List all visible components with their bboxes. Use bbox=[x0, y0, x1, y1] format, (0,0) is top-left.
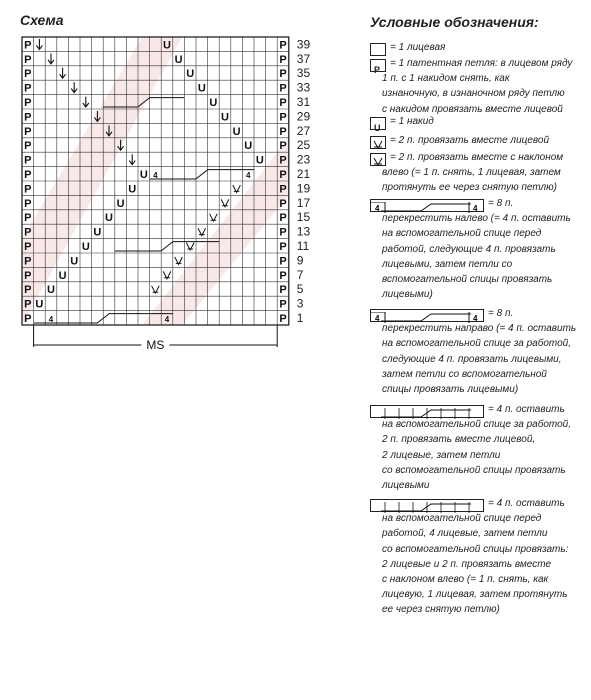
chart-symbol-P: P bbox=[24, 82, 32, 95]
row-number: 37 bbox=[296, 51, 311, 66]
arrow-icon bbox=[48, 53, 54, 63]
legend-symbol bbox=[370, 153, 386, 166]
chart-symbol-U: U bbox=[58, 269, 67, 282]
chart-symbol-P: P bbox=[279, 241, 287, 253]
chart-symbol-U: U bbox=[93, 226, 102, 239]
chart-symbol-4: 4 bbox=[245, 171, 251, 180]
legend-symbol bbox=[370, 405, 484, 418]
legend-text: следующие 4 п. провязать лицевыми, bbox=[382, 353, 562, 365]
row-number: 35 bbox=[296, 66, 311, 81]
decrease-icon bbox=[221, 199, 229, 206]
legend-text: спицы провязать лицевыми) bbox=[382, 384, 519, 395]
arrow-icon bbox=[60, 68, 66, 78]
decrease-icon bbox=[233, 185, 241, 192]
chart-symbol-U: U bbox=[244, 140, 253, 153]
legend-text: на вспомогательной спице перед bbox=[382, 513, 542, 525]
chart-symbol-P: P bbox=[279, 82, 287, 95]
chart-symbol-U: U bbox=[221, 111, 229, 124]
chart-symbol-U: U bbox=[163, 39, 171, 52]
chart-symbol-U: U bbox=[128, 183, 137, 196]
chart-symbol-P: P bbox=[24, 197, 32, 210]
chart-symbol-P: P bbox=[279, 197, 287, 210]
row-number: 29 bbox=[296, 109, 311, 124]
row-number: 1 bbox=[296, 311, 304, 325]
legend-symbol bbox=[370, 136, 386, 149]
chart-symbol-P: P bbox=[24, 255, 32, 268]
legend-text: = 1 патентная петля: в лицевом ряду bbox=[390, 58, 573, 69]
legend-text: лицевыми bbox=[382, 480, 430, 491]
chart-symbol-P: P bbox=[279, 255, 287, 268]
svg-text:4: 4 bbox=[473, 314, 478, 323]
chart-symbol-P: P bbox=[279, 183, 287, 196]
legend-text: вспомогательной спицы провязать bbox=[382, 274, 553, 285]
chart-symbol-P: P bbox=[279, 39, 287, 52]
chart-symbol-U: U bbox=[255, 154, 264, 167]
row-number: 19 bbox=[296, 181, 311, 196]
chart-symbol-P: P bbox=[279, 284, 287, 297]
legend-text: протянуть ее через снятую петлю) bbox=[382, 182, 557, 194]
row-number: 13 bbox=[296, 224, 311, 239]
chart-symbol-P: P bbox=[24, 313, 32, 325]
decrease-icon bbox=[198, 228, 206, 235]
svg-text:4: 4 bbox=[473, 204, 478, 213]
legend-text: лицевыми, затем петли со bbox=[382, 258, 513, 270]
chart-symbol-P: P bbox=[24, 298, 32, 311]
legend-text: ее через снятую петлю) bbox=[382, 604, 500, 616]
legend-text: = 2 п. провязать вместе лицевой bbox=[390, 135, 550, 146]
legend-text: изнаночную, в изнаночном ряду петлю bbox=[382, 88, 565, 100]
chart-symbol-U: U bbox=[139, 169, 148, 181]
arrow-icon bbox=[83, 97, 89, 107]
legend-text: влево (= 1 п. снять, 1 лицевая, затем bbox=[382, 167, 561, 179]
chart-shading bbox=[139, 138, 289, 325]
chart-symbol-P: P bbox=[279, 53, 287, 66]
legend-symbol bbox=[370, 59, 386, 75]
legend-text: = 1 лицевая bbox=[390, 42, 446, 53]
chart-symbol-P: P bbox=[24, 97, 32, 109]
chart-symbol-P: P bbox=[24, 140, 32, 153]
row-number: 17 bbox=[296, 195, 311, 210]
chart-symbol-U: U bbox=[232, 125, 241, 138]
chart-symbol-4: 4 bbox=[153, 171, 158, 180]
legend-text: = 4 п. оставить bbox=[488, 498, 565, 509]
chart-symbol-U: U bbox=[70, 255, 79, 268]
decrease-icon bbox=[175, 257, 183, 264]
row-number: 5 bbox=[296, 282, 304, 297]
row-number: 9 bbox=[296, 253, 304, 268]
legend-text: = 8 п. bbox=[488, 198, 514, 209]
legend-text: со вспомогательной спицы провязать bbox=[382, 464, 566, 476]
chart-symbol-P: P bbox=[24, 284, 32, 297]
chart-symbol-U: U bbox=[174, 53, 183, 66]
decrease-icon bbox=[186, 243, 194, 250]
decrease-icon bbox=[152, 286, 160, 293]
chart-symbol-U: U bbox=[47, 284, 55, 297]
legend-symbol bbox=[370, 43, 386, 56]
chart-symbol-P: P bbox=[279, 140, 287, 153]
legend-text: лицевую, 1 лицевая, затем протянуть bbox=[382, 589, 568, 601]
legend-text: = 1 накид bbox=[390, 116, 434, 127]
chart-symbol-P: P bbox=[279, 313, 287, 325]
chart-symbol-U: U bbox=[209, 97, 218, 109]
repeat-label: MS bbox=[146, 338, 165, 352]
svg-text:4: 4 bbox=[375, 314, 380, 323]
chart-title: Схема bbox=[20, 12, 64, 28]
chart-symbol-P: P bbox=[279, 154, 287, 167]
arrow-icon bbox=[129, 154, 135, 164]
row-number: 11 bbox=[296, 239, 310, 253]
legend-text: со вспомогательной спицы провязать: bbox=[382, 543, 569, 555]
chart-symbol-4: 4 bbox=[164, 315, 170, 324]
chart-symbol-P: P bbox=[279, 212, 287, 225]
chart-symbol-U: U bbox=[197, 82, 206, 95]
legend-text: 2 п. провязать вместе лицевой, bbox=[382, 434, 536, 446]
legend-symbol bbox=[370, 199, 484, 212]
legend-text: 1 п. с 1 накидом снять, как bbox=[382, 73, 510, 85]
chart-symbol-P: P bbox=[24, 226, 32, 239]
row-number: 7 bbox=[296, 267, 304, 282]
chart-symbol-U: U bbox=[35, 298, 44, 311]
row-number: 21 bbox=[296, 167, 311, 181]
legend-symbol bbox=[370, 499, 484, 512]
cable-line bbox=[150, 170, 254, 179]
row-number: 31 bbox=[296, 95, 311, 109]
legend-text: перекрестить налево (= 4 п. оставить bbox=[382, 213, 571, 225]
chart-symbol-P: P bbox=[24, 183, 32, 196]
chart-symbol-P: P bbox=[24, 53, 32, 66]
chart-symbol-P: P bbox=[24, 169, 32, 181]
row-number: 23 bbox=[296, 152, 311, 167]
legend-text: 2 лицевые, затем петли bbox=[382, 449, 501, 461]
chart-symbol-P: P bbox=[24, 68, 32, 81]
chart-symbol-U: U bbox=[105, 212, 113, 225]
legend-text: перекрестить направо (= 4 п. оставить bbox=[382, 323, 577, 335]
chart-symbol-U: U bbox=[116, 197, 125, 210]
legend-text: 2 лицевые и 2 п. провязать вместе bbox=[382, 558, 552, 570]
row-number: 27 bbox=[296, 123, 311, 138]
svg-text:4: 4 bbox=[375, 204, 380, 213]
legend-text: с накидом провязать вместе лицевой bbox=[382, 103, 563, 115]
chart-symbol-U: U bbox=[186, 68, 195, 81]
chart-symbol-P: P bbox=[279, 169, 287, 181]
legend-text: работой, следующие 4 п. провязать bbox=[382, 243, 556, 255]
legend-title: Условные обозначения: bbox=[370, 14, 539, 30]
symbol-u: U bbox=[374, 123, 381, 133]
legend-symbol bbox=[370, 309, 484, 322]
row-number: 33 bbox=[296, 80, 311, 95]
chart-symbol-P: P bbox=[279, 269, 287, 282]
chart-symbol-P: P bbox=[279, 111, 287, 124]
legend-text: лицевыми) bbox=[382, 289, 433, 301]
legend-text: = 8 п. bbox=[488, 308, 514, 319]
chart-symbol-P: P bbox=[24, 241, 32, 253]
row-number: 39 bbox=[296, 37, 311, 52]
arrow-icon bbox=[71, 82, 77, 92]
arrow-icon bbox=[36, 39, 42, 49]
row-number: 15 bbox=[296, 210, 311, 225]
chart-symbol-P: P bbox=[24, 111, 32, 124]
legend-text: = 2 п. провязать вместе с наклоном bbox=[390, 152, 564, 163]
row-number: 25 bbox=[296, 138, 311, 153]
legend-text: на вспомогательной спице за работой, bbox=[382, 419, 571, 431]
decrease-icon bbox=[163, 271, 171, 278]
chart-symbol-P: P bbox=[24, 154, 32, 167]
chart-symbol-P: P bbox=[24, 269, 32, 282]
chart-symbol-P: P bbox=[24, 212, 32, 225]
legend-symbol bbox=[370, 117, 386, 133]
chart-symbol-P: P bbox=[279, 68, 287, 81]
chart-symbol-U: U bbox=[81, 241, 90, 253]
knitting-chart bbox=[0, 0, 365, 360]
legend-text: на вспомогательной спице за работой, bbox=[382, 338, 571, 350]
legend-text: на вспомогательной спице перед bbox=[382, 228, 542, 240]
legend-text: затем петли со вспомогательной bbox=[382, 368, 547, 380]
symbol-p: P bbox=[374, 65, 381, 75]
chart-symbol-P: P bbox=[279, 226, 287, 239]
chart-symbol-P: P bbox=[24, 125, 32, 138]
chart-symbol-P: P bbox=[24, 39, 32, 52]
row-number: 3 bbox=[296, 296, 304, 311]
legend-text: работой, 4 лицевые, затем петли bbox=[382, 528, 548, 540]
chart-symbol-P: P bbox=[279, 125, 287, 138]
legend-text: с наклоном влево (= 1 п. снять, как bbox=[382, 574, 549, 585]
chart-symbol-P: P bbox=[279, 298, 287, 311]
chart-symbol-4: 4 bbox=[48, 315, 54, 324]
chart-symbol-P: P bbox=[279, 97, 287, 109]
legend-text: = 4 п. оставить bbox=[488, 404, 565, 415]
decrease-icon bbox=[210, 214, 218, 221]
